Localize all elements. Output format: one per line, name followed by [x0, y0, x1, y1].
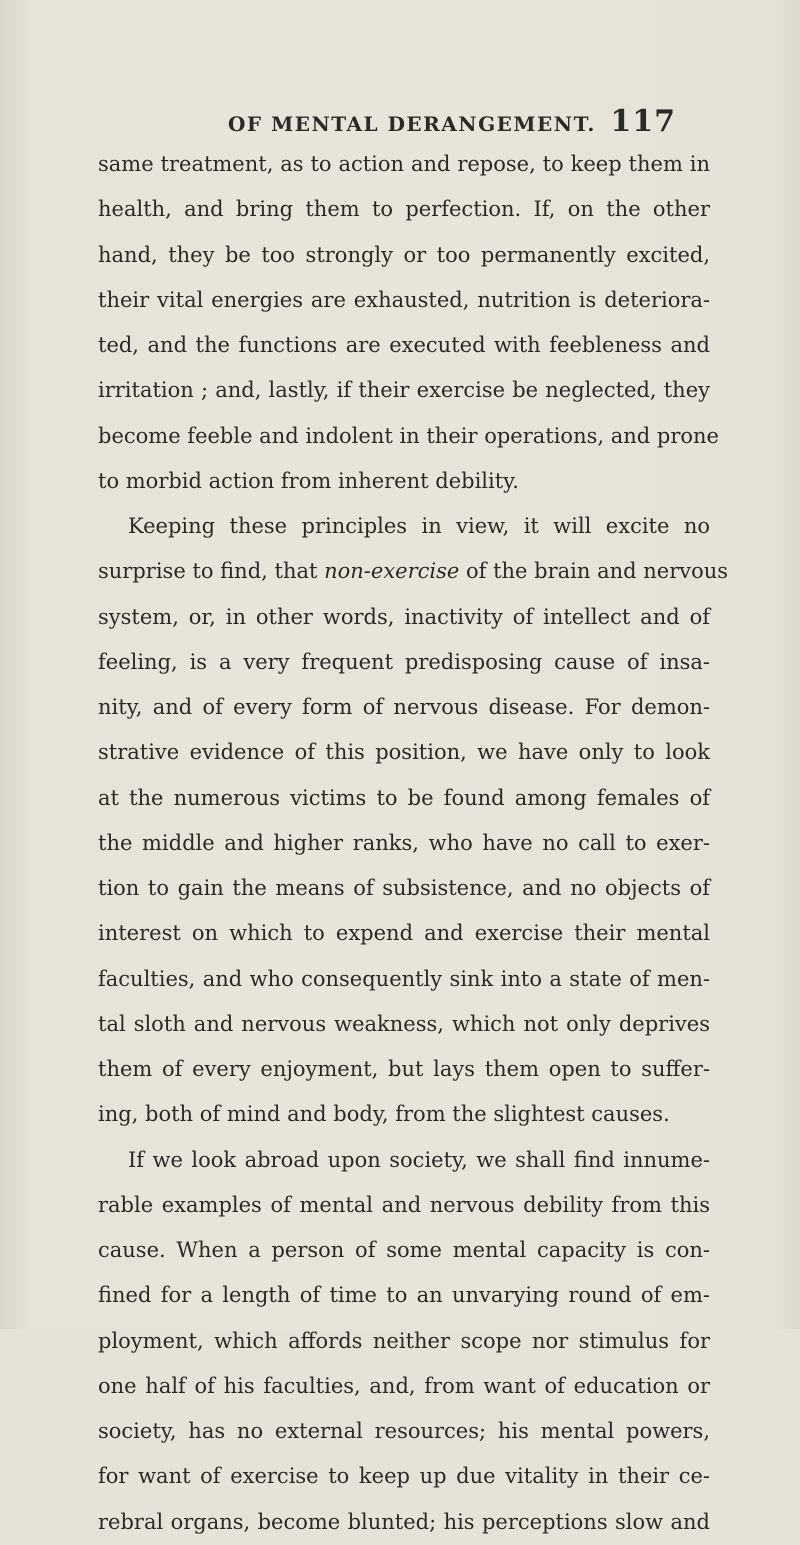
text-line: interest on which to expend and exercise their mental — [98, 921, 710, 946]
page-number: 117 — [610, 104, 676, 139]
text-line: strative evidence of this position, we have only to look — [98, 740, 710, 765]
text-line: ployment, which affords neither scope nor stimulus for — [98, 1328, 710, 1353]
text-line: to morbid action from inherent debility. — [98, 468, 519, 493]
body-text — [98, 142, 729, 1545]
text-line: hand, they be too strongly or too permanently excited, — [98, 242, 710, 267]
text-line: system, or, in other words, inactivity of intellect and of — [98, 604, 710, 629]
text-line: for want of exercise to keep up due vitality in their ce- — [98, 1464, 710, 1489]
text-line: faculties, and who consequently sink into a state of men- — [98, 966, 710, 991]
paragraph-start-line: Keeping these principles in view, it will excite no — [128, 514, 710, 538]
text-line: the middle and higher ranks, who have no call to exer- — [98, 830, 710, 855]
running-title: OF MENTAL DERANGEMENT. — [228, 112, 596, 136]
text-line: become feeble and indolent in their operations, and prone — [98, 423, 719, 448]
text-line: their vital energies are exhausted, nutrition is deteriora- — [98, 287, 710, 312]
text-line: feeling, is a very frequent predisposing cause of insa- — [98, 649, 710, 674]
text-line: rable examples of mental and nervous debility from this — [98, 1192, 710, 1217]
text-line: irritation ; and, lastly, if their exercise be neglected, they — [98, 378, 710, 403]
text-line: them of every enjoyment, but lays them open to suffer- — [98, 1057, 710, 1081]
text-line: same treatment, as to action and repose, to keep them in — [98, 152, 710, 176]
text-line: rebral organs, become blunted; his perceptions slow and — [98, 1509, 710, 1534]
text-line: fined for a length of time to an unvarying round of em- — [98, 1283, 710, 1308]
text-line: cause. When a person of some mental capacity is con- — [98, 1238, 710, 1262]
text-segment: surprise to find, that — [98, 559, 325, 584]
text-segment: of the brain and nervous — [459, 559, 729, 584]
paragraph-start-line: If we look abroad upon society, we shall find innume- — [128, 1147, 710, 1172]
text-line: one half of his faculties, and, from want of education or — [98, 1373, 710, 1398]
text-line: nity, and of every form of nervous disease. For demon- — [98, 695, 710, 719]
text-line: ted, and the functions are executed with feebleness and — [98, 333, 710, 357]
text-line: ing, both of mind and body, from the slightest causes. — [98, 1102, 670, 1127]
text-line: society, has no external resources; his mental powers, — [98, 1419, 710, 1443]
text-line — [98, 549, 729, 594]
italic-term: non-exercise — [324, 559, 460, 584]
page-header — [228, 104, 676, 144]
text-line: at the numerous victims to be found among females of — [98, 785, 710, 810]
text-line: tal sloth and nervous weakness, which not only deprives — [98, 1011, 710, 1036]
text-line: health, and bring them to perfection. If, on the other — [98, 197, 710, 222]
text-line: tion to gain the means of subsistence, and no objects of — [98, 876, 710, 900]
